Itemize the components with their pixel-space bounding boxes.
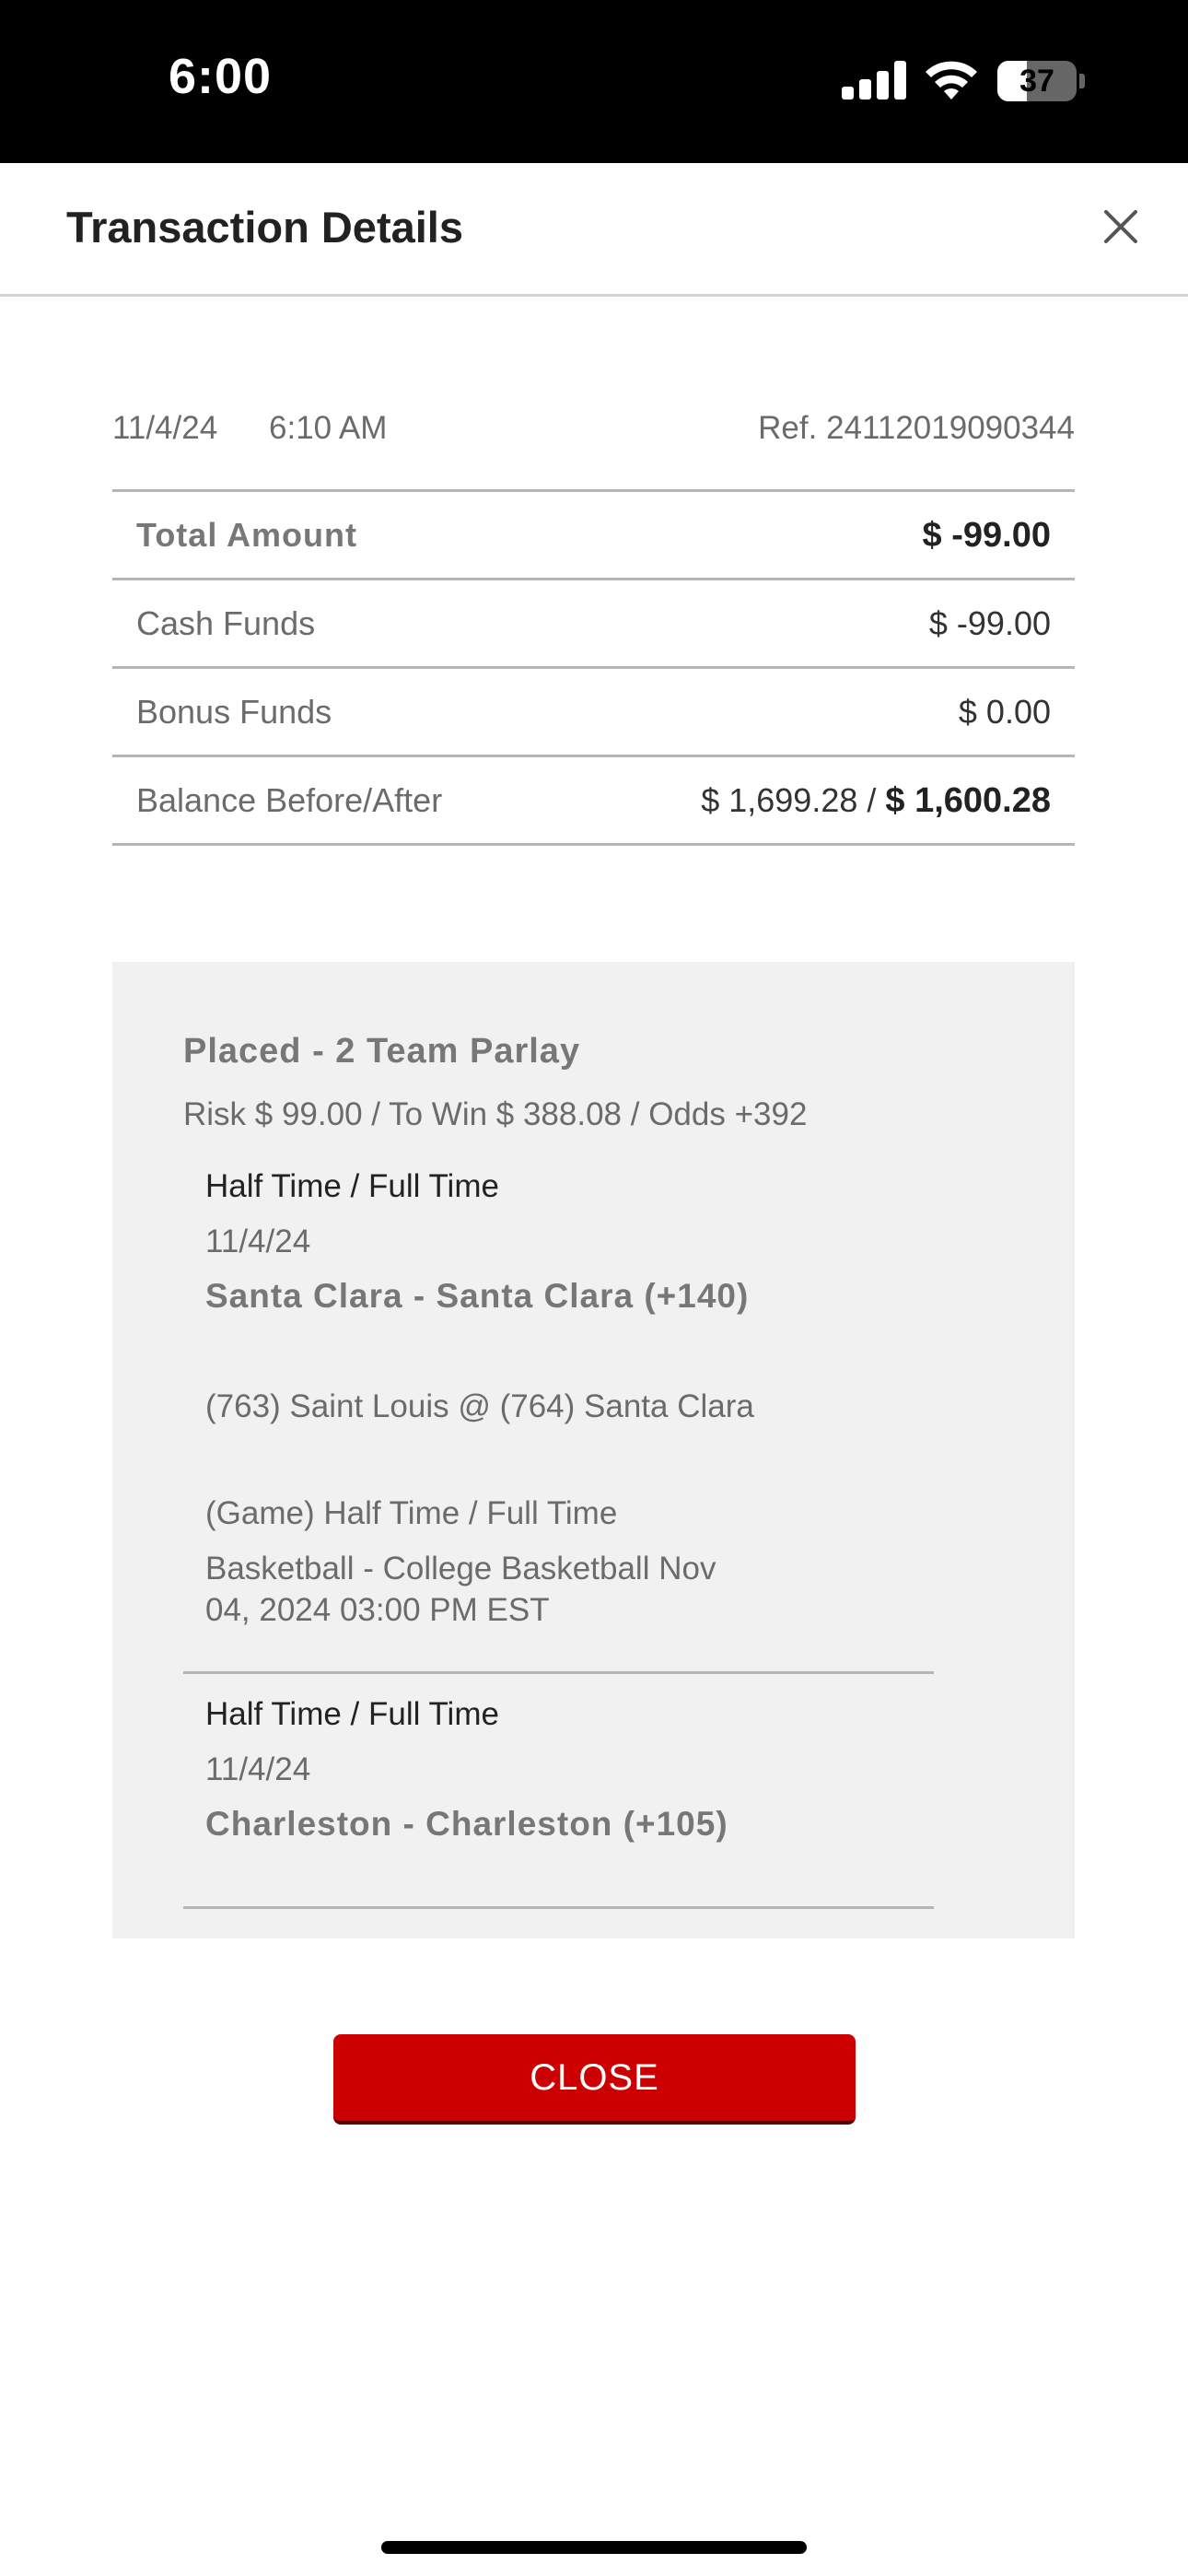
bet-risk-line: Risk $ 99.00 / To Win $ 388.08 / Odds +392 <box>183 1096 808 1132</box>
summary-table <box>112 489 1075 846</box>
total-amount-value: $ -99.00 <box>922 516 1051 555</box>
leg-pick: Santa Clara - Santa Clara (+140) <box>205 1277 750 1315</box>
transaction-time: 6:10 AM <box>269 410 388 446</box>
total-amount-label: Total Amount <box>136 516 357 554</box>
balance-row <box>112 757 1075 846</box>
close-button[interactable]: CLOSE <box>333 2034 856 2125</box>
modal-header <box>0 163 1188 297</box>
bet-leg <box>183 1674 934 1909</box>
cash-funds-value: $ -99.00 <box>928 604 1051 642</box>
balance-values <box>701 781 1051 821</box>
total-amount-row <box>112 492 1075 580</box>
balance-label: Balance Before/After <box>136 781 443 819</box>
bonus-funds-value: $ 0.00 <box>958 693 1051 731</box>
leg-matchup: (763) Saint Louis @ (764) Santa Clara <box>205 1388 754 1424</box>
balance-before: $ 1,699.28 / <box>701 781 877 819</box>
bonus-funds-label: Bonus Funds <box>136 693 332 731</box>
cash-funds-label: Cash Funds <box>136 604 316 642</box>
bonus-funds-row <box>112 669 1075 757</box>
leg-event: Basketball - College Basketball Nov 04, 2024 03:00 PM EST <box>205 1551 716 1628</box>
battery-nub <box>1079 74 1085 88</box>
balance-after: $ 1,600.28 <box>885 781 1051 820</box>
home-indicator[interactable] <box>381 2541 807 2554</box>
status-time: 6:00 <box>169 49 273 104</box>
bet-leg <box>183 1165 934 1674</box>
transaction-reference: Ref. 24112019090344 <box>758 410 1075 446</box>
leg-bet-type: (Game) Half Time / Full Time <box>205 1495 618 1531</box>
leg-market: Half Time / Full Time <box>205 1696 499 1732</box>
status-bar <box>0 0 1188 163</box>
battery-icon <box>997 61 1077 101</box>
bet-title: Placed - 2 Team Parlay <box>183 1032 581 1071</box>
close-icon[interactable] <box>1098 204 1144 250</box>
page-title: Transaction Details <box>66 203 463 252</box>
leg-pick: Charleston - Charleston (+105) <box>205 1805 728 1843</box>
transaction-date: 11/4/24 <box>112 410 218 446</box>
cellular-signal-icon <box>842 61 906 100</box>
wifi-icon <box>924 59 979 101</box>
leg-date: 11/4/24 <box>205 1224 311 1259</box>
bet-details-panel <box>112 962 1075 1938</box>
transaction-meta <box>112 410 1075 456</box>
leg-market: Half Time / Full Time <box>205 1168 499 1204</box>
leg-date: 11/4/24 <box>205 1751 311 1787</box>
cash-funds-row <box>112 580 1075 669</box>
battery-percent: 37 <box>1019 63 1054 99</box>
